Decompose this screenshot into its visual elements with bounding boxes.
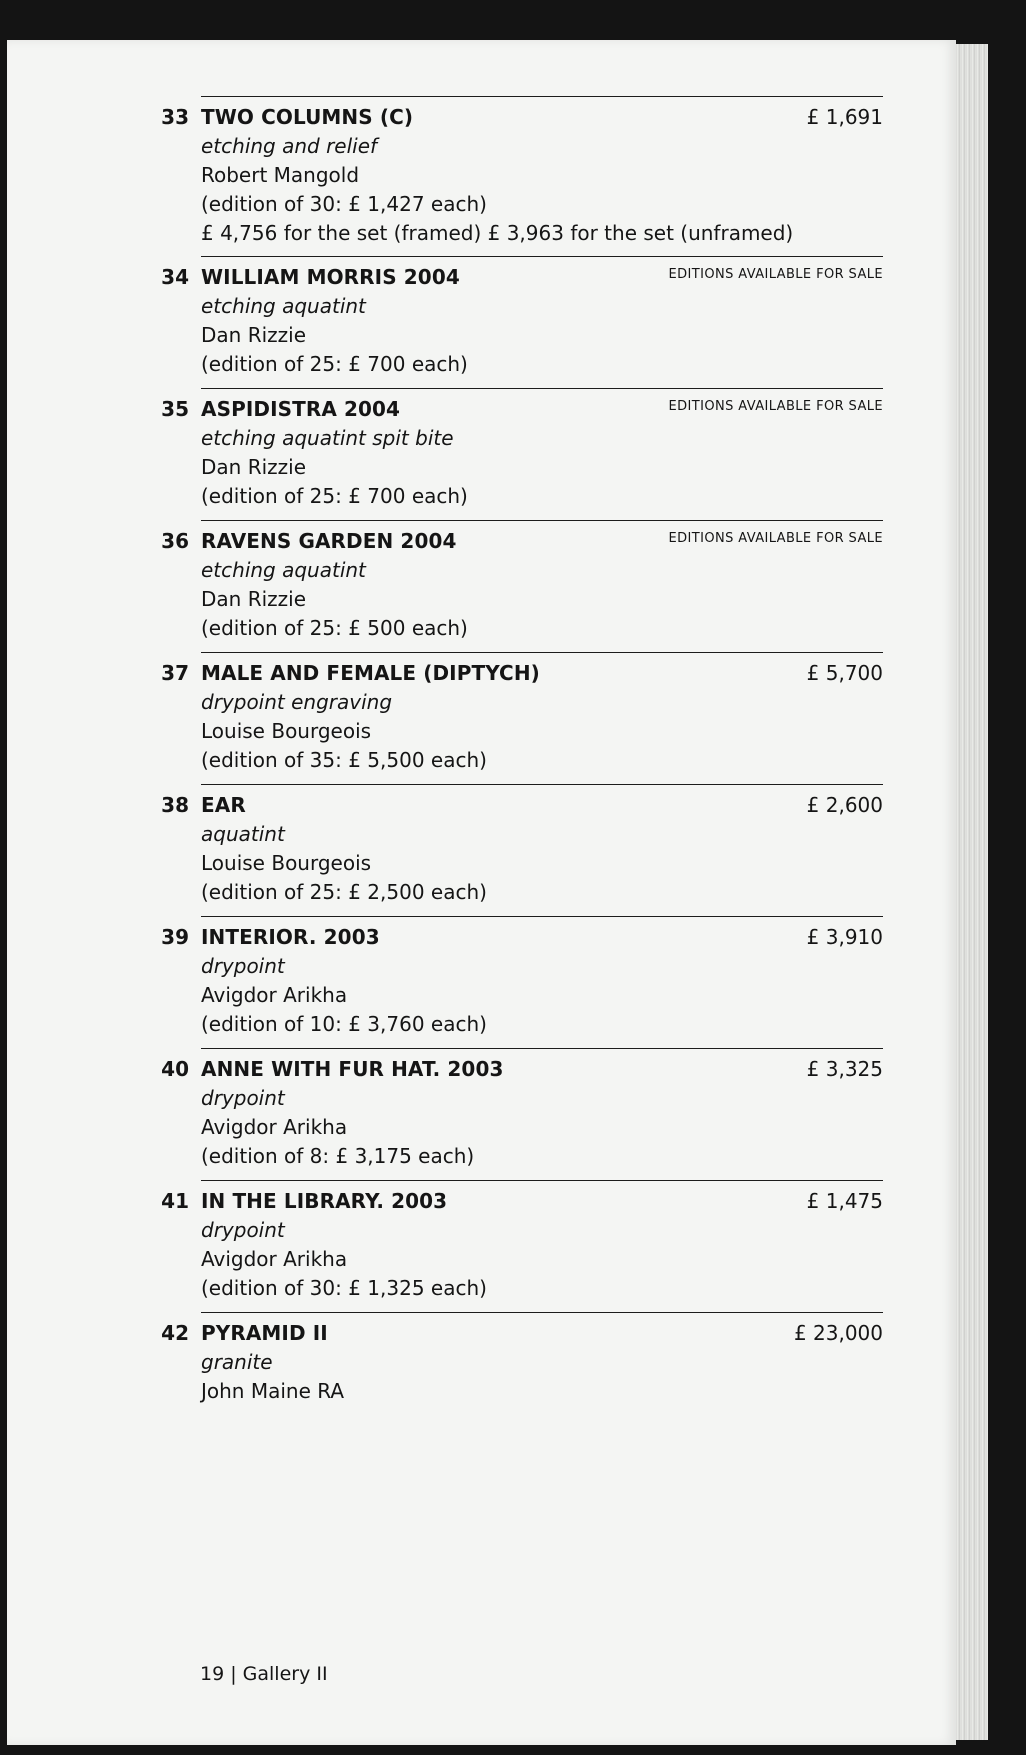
- entry-price: £ 3,325: [806, 1057, 883, 1081]
- entry-edition: (edition of 35: £ 5,500 each): [201, 748, 487, 772]
- entry-number: 39: [161, 925, 189, 949]
- entry-medium: granite: [201, 1350, 273, 1374]
- entry-list: [0, 96, 1026, 1444]
- entry-medium: aquatint: [201, 822, 285, 846]
- entry-42: [161, 1312, 883, 1444]
- entry-edition: (edition of 25: £ 700 each): [201, 484, 468, 508]
- entry-title: IN THE LIBRARY. 2003: [201, 1189, 448, 1213]
- entry-edition: (edition of 10: £ 3,760 each): [201, 1012, 487, 1036]
- entry-price: £ 3,910: [806, 925, 883, 949]
- entry-artist: Dan Rizzie: [201, 587, 306, 611]
- entry-38: [161, 784, 883, 916]
- entry-availability: EDITIONS AVAILABLE FOR SALE: [668, 267, 883, 282]
- entry-34: [161, 256, 883, 388]
- entry-price: £ 1,475: [806, 1189, 883, 1213]
- entry-title: ASPIDISTRA 2004: [201, 397, 401, 421]
- entry-title: EAR: [201, 793, 246, 817]
- entry-edition: (edition of 30: £ 1,325 each): [201, 1276, 487, 1300]
- entry-title: INTERIOR. 2003: [201, 925, 380, 949]
- entry-title: ANNE WITH FUR HAT. 2003: [201, 1057, 504, 1081]
- entry-medium: drypoint: [201, 1218, 285, 1242]
- entry-artist: Avigdor Arikha: [201, 1115, 348, 1139]
- entry-price: £ 1,691: [806, 105, 883, 129]
- entry-artist: Dan Rizzie: [201, 455, 306, 479]
- entry-medium: etching aquatint: [201, 558, 366, 582]
- entry-33: [161, 96, 883, 256]
- entry-edition: (edition of 25: £ 500 each): [201, 616, 468, 640]
- entry-availability: EDITIONS AVAILABLE FOR SALE: [668, 399, 883, 414]
- entry-number: 34: [161, 265, 189, 289]
- entry-medium: drypoint engraving: [201, 690, 393, 714]
- entry-title: PYRAMID II: [201, 1321, 328, 1345]
- entry-set-price: £ 4,756 for the set (framed) £ 3,963 for the set (unframed): [201, 221, 794, 245]
- entry-title: MALE AND FEMALE (DIPTYCH): [201, 661, 540, 685]
- entry-artist: Avigdor Arikha: [201, 1247, 348, 1271]
- entry-41: [161, 1180, 883, 1312]
- entry-edition: (edition of 25: £ 700 each): [201, 352, 468, 376]
- entry-availability: EDITIONS AVAILABLE FOR SALE: [668, 531, 883, 546]
- entry-artist: Avigdor Arikha: [201, 983, 348, 1007]
- entry-number: 40: [161, 1057, 189, 1081]
- entry-medium: drypoint: [201, 954, 285, 978]
- entry-artist: Louise Bourgeois: [201, 851, 372, 875]
- entry-number: 41: [161, 1189, 189, 1213]
- entry-number: 36: [161, 529, 189, 553]
- entry-number: 33: [161, 105, 189, 129]
- entry-medium: etching and relief: [201, 134, 378, 158]
- entry-40: [161, 1048, 883, 1180]
- entry-title: TWO COLUMNS (C): [201, 105, 414, 129]
- entry-37: [161, 652, 883, 784]
- entry-price: £ 23,000: [793, 1321, 883, 1345]
- entry-edition: (edition of 25: £ 2,500 each): [201, 880, 487, 904]
- entry-medium: drypoint: [201, 1086, 285, 1110]
- entry-medium: etching aquatint: [201, 294, 366, 318]
- entry-number: 35: [161, 397, 189, 421]
- entry-artist: Louise Bourgeois: [201, 719, 372, 743]
- entry-artist: John Maine RA: [201, 1379, 345, 1403]
- entry-35: [161, 388, 883, 520]
- entry-36: [161, 520, 883, 652]
- entry-39: [161, 916, 883, 1048]
- entry-artist: Dan Rizzie: [201, 323, 306, 347]
- entry-title: WILLIAM MORRIS 2004: [201, 265, 460, 289]
- entry-price: £ 5,700: [806, 661, 883, 685]
- entry-title: RAVENS GARDEN 2004: [201, 529, 457, 553]
- entry-price: £ 2,600: [806, 793, 883, 817]
- entry-number: 37: [161, 661, 189, 685]
- entry-medium: etching aquatint spit bite: [201, 426, 454, 450]
- entry-number: 42: [161, 1321, 189, 1345]
- entry-edition: (edition of 8: £ 3,175 each): [201, 1144, 475, 1168]
- entry-number: 38: [161, 793, 189, 817]
- entry-edition: (edition of 30: £ 1,427 each): [201, 192, 487, 216]
- entry-artist: Robert Mangold: [201, 163, 360, 187]
- page-footer: 19 | Gallery II: [200, 1663, 328, 1685]
